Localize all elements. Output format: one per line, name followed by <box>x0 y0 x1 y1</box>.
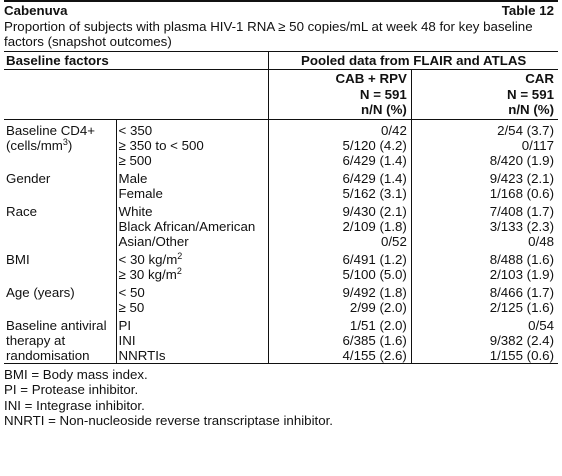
table-row <box>4 119 558 138</box>
footnote-nnrti: NNRTI = Non-nucleoside reverse transcriptase inhibitor. <box>4 413 334 428</box>
car-value: 1/155 (0.6) <box>411 348 558 363</box>
car-value: 8/466 (1.7) <box>411 282 558 300</box>
car-value: 8/488 (1.6) <box>411 249 558 267</box>
subgroup-label: ≥ 30 $kg/m^2$ <box>116 267 269 282</box>
car-value: 3/133 (2.3) <box>411 219 558 234</box>
footnote-ini: INI = Integrase inhibitor. <box>4 397 145 413</box>
subgroup-label: < 50 <box>116 282 269 300</box>
factor-label-age: Age (years) <box>6 284 75 300</box>
cab-rpv-name: CAB + RPV <box>335 71 407 86</box>
cab-rpv-value: 9/430 (2.1) <box>269 201 412 219</box>
subgroup-label: Male <box>116 168 269 186</box>
cab-rpv-value: 5/162 (3.1) <box>269 186 412 201</box>
table-row <box>4 282 558 300</box>
cab-rpv-unit: n/N (%) <box>361 102 407 117</box>
factor-label-bmi: BMI <box>6 251 30 267</box>
cab-rpv-value: 4/155 (2.6) <box>269 348 412 363</box>
product-name: Cabenuva <box>4 3 68 18</box>
subgroup-label: Female <box>116 186 269 201</box>
subgroup-label: NNRTIs <box>116 348 269 363</box>
footnotes <box>4 363 558 429</box>
car-value: 2/103 (1.9) <box>411 267 558 282</box>
subgroup-label: ≥ 50 <box>116 300 269 315</box>
car-name: CAR <box>525 71 554 86</box>
subgroup-label: White <box>116 201 269 219</box>
subgroup-label: Black African/American <box>116 219 269 234</box>
car-value: 0/117 <box>411 138 558 153</box>
car-n: N = 591 <box>507 86 554 102</box>
baseline-factors-header: Baseline factors <box>4 52 269 70</box>
pooled-data-header: Pooled data from FLAIR and ATLAS <box>269 52 558 70</box>
car-value: 8/420 (1.9) <box>411 153 558 168</box>
table-number: Table 12 <box>501 3 554 18</box>
table-header <box>4 2 558 18</box>
subgroup-label: INI <box>116 333 269 348</box>
car-value: 2/125 (1.6) <box>411 300 558 315</box>
car-value: 0/54 <box>411 315 558 333</box>
subgroup-label: PI <box>116 315 269 333</box>
car-unit: n/N (%) <box>508 102 554 117</box>
factor-label-antiviral: Baseline antiviral therapy at randomisation <box>6 317 107 363</box>
car-value: 2/54 (3.7) <box>411 119 558 138</box>
cab-rpv-value: 6/385 (1.6) <box>269 333 412 348</box>
results-table <box>4 51 558 363</box>
footnote-pi: PI = Protease inhibitor. <box>4 382 139 397</box>
cab-rpv-value: 5/120 (4.2) <box>269 138 412 153</box>
car-value: 7/408 (1.7) <box>411 201 558 219</box>
cab-rpv-value: 1/51 (2.0) <box>269 315 412 333</box>
car-column-header <box>411 70 558 120</box>
subgroup-label: ≥ 350 to < 500 <box>116 138 269 153</box>
cab-rpv-column-header <box>269 70 412 120</box>
cab-rpv-value: 6/429 (1.4) <box>269 153 412 168</box>
footnote-bmi: BMI = Body mass index. <box>4 366 148 382</box>
cab-rpv-value: 0/52 <box>269 234 412 249</box>
factor-label-race: Race <box>6 203 38 219</box>
table-row <box>4 249 558 267</box>
cab-rpv-value: 9/492 (1.8) <box>269 282 412 300</box>
header-spacer <box>4 70 269 120</box>
subgroup-label: < 350 <box>116 119 269 138</box>
cab-rpv-value: 6/429 (1.4) <box>269 168 412 186</box>
subgroup-label: < 30 $kg/m^2$ <box>116 249 269 267</box>
table-row <box>4 168 558 186</box>
car-value: 9/423 (2.1) <box>411 168 558 186</box>
factor-label-cd4: Baseline CD4+ $(cells/mm^3)$ <box>6 122 96 153</box>
cab-rpv-value: 0/42 <box>269 119 412 138</box>
cab-rpv-value: 2/99 (2.0) <box>269 300 412 315</box>
subgroup-label: ≥ 500 <box>116 153 269 168</box>
document-page <box>4 0 558 429</box>
car-value: 9/382 (2.4) <box>411 333 558 348</box>
subgroup-label: Asian/Other <box>116 234 269 249</box>
cab-rpv-n: N = 591 <box>359 86 407 102</box>
factor-label-gender: Gender <box>6 170 51 186</box>
table-row <box>4 201 558 219</box>
cab-rpv-value: 5/100 (5.0) <box>269 267 412 282</box>
cab-rpv-value: 2/109 (1.8) <box>269 219 412 234</box>
cab-rpv-value: 6/491 (1.2) <box>269 249 412 267</box>
car-value: 0/48 <box>411 234 558 249</box>
table-row <box>4 315 558 333</box>
car-value: 1/168 (0.6) <box>411 186 558 201</box>
table-caption: Proportion of subjects with plasma HIV-1 RNA ≥ 50 copies/mL at week 48 for key baseline factors (snapshot outcomes) <box>4 19 533 49</box>
